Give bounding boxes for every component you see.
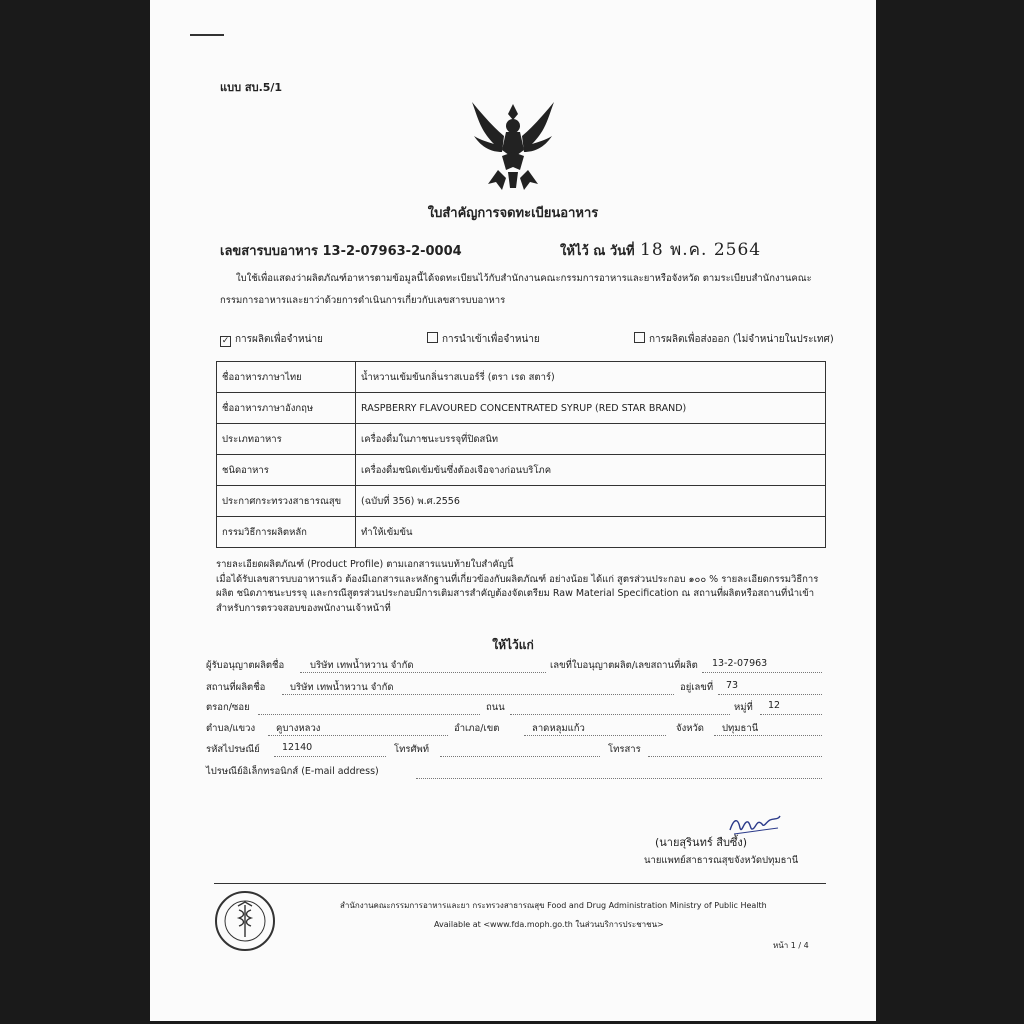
phone-label: โทรศัพท์ (394, 744, 430, 755)
zip-label: รหัสไปรษณีย์ (206, 744, 260, 755)
garuda-emblem-icon (468, 96, 558, 196)
dotted-line (714, 735, 822, 736)
row-value: RASPBERRY FLAVOURED CONCENTRATED SYRUP (RED STAR BRAND) (356, 393, 826, 424)
registration-value: 13-2-07963-2-0004 (322, 244, 462, 259)
food-info-table (216, 361, 826, 548)
amphoe-value: ลาดหลุมแก้ว (532, 723, 585, 734)
row-value: ทำให้เข้มข้น (356, 517, 826, 548)
checkbox-box (634, 332, 645, 343)
dotted-line (268, 735, 448, 736)
amphoe-label: อำเภอ/เขต (454, 723, 500, 734)
signer-name: (นายสุรินทร์ สืบซึ้ง) (655, 836, 748, 849)
row-label: ประกาศกระทรวงสาธารณสุข (217, 486, 356, 517)
form-code: แบบ สบ.5/1 (220, 81, 283, 94)
row-label: ชื่ออาหารภาษาไทย (217, 362, 356, 393)
product-profile-note (216, 558, 828, 616)
dotted-line (510, 714, 730, 715)
issued-date: 18 พ.ค. 2564 (640, 240, 762, 260)
road-label: ถนน (486, 702, 505, 713)
footer-divider (214, 883, 826, 884)
issued-label: ให้ไว้ ณ วันที่ (560, 244, 635, 259)
dotted-line (760, 714, 822, 715)
row-label: ประเภทอาหาร (217, 424, 356, 455)
tambon-value: คูบางหลวง (276, 723, 321, 734)
footer-website: Available at <www.fda.moph.go.th ในส่วนบริการประชาชน> (434, 920, 664, 929)
row-label: ชนิดอาหาร (217, 455, 356, 486)
dotted-line (440, 756, 600, 757)
table-row (217, 424, 826, 455)
dotted-line (258, 714, 480, 715)
dotted-line (300, 672, 546, 673)
checkbox-production-for-sale (220, 332, 323, 347)
registration-number (220, 240, 462, 261)
document-title: ใบสำคัญการจดทะเบียนอาหาร (427, 206, 599, 221)
province-label: จังหวัด (676, 723, 704, 734)
intro-paragraph: ใบใช้เพื่อแสดงว่าผลิตภัณฑ์อาหารตามข้อมูลนี้ได้จดทะเบียนไว้กับสำนักงานคณะกรรมการอาหารและยาหรือจังหวัด ตามระเบียบสำนักงานคณะกรรมการอาหารและยาว่าด้วยการดำเนินการเกี่ยวกับเลขสารบบอาหาร (220, 273, 812, 306)
tambon-label: ตำบล/แขวง (206, 723, 256, 734)
certificate-page (150, 0, 876, 1021)
row-label: กรรมวิธีการผลิตหลัก (217, 517, 356, 548)
email-label: ไปรษณีย์อิเล็กทรอนิกส์ (E-mail address) (206, 766, 379, 777)
fda-seal-icon (214, 890, 276, 952)
checkbox-import-for-sale (427, 332, 540, 347)
licensee-name: บริษัท เทพน้ำหวาน จำกัด (310, 660, 414, 671)
row-label: ชื่ออาหารภาษาอังกฤษ (217, 393, 356, 424)
dotted-line (416, 778, 822, 779)
house-number-label: อยู่เลขที่ (680, 682, 714, 693)
corner-mark (190, 34, 224, 36)
licensee-name-label: ผู้รับอนุญาตผลิตชื่อ (206, 660, 285, 671)
row-value: เครื่องดื่มชนิดเข้มข้นซึ่งต้องเจือจางก่อนบริโภค (356, 455, 826, 486)
license-number-label: เลขที่ใบอนุญาตผลิต/เลขสถานที่ผลิต (550, 660, 698, 671)
row-value: น้ำหวานเข้มข้นกลิ่นราสเบอร์รี่ (ตรา เรด สตาร์) (356, 362, 826, 393)
site-name-label: สถานที่ผลิตชื่อ (206, 682, 266, 693)
table-row (217, 486, 826, 517)
dotted-line (524, 735, 666, 736)
dotted-line (274, 756, 386, 757)
registration-label: เลขสารบบอาหาร (220, 244, 318, 259)
checkbox-production-for-export (634, 332, 834, 347)
fax-label: โทรสาร (608, 744, 641, 755)
page-number: หน้า 1 / 4 (773, 941, 809, 950)
license-number: 13-2-07963 (712, 658, 768, 669)
site-name: บริษัท เทพน้ำหวาน จำกัด (290, 682, 394, 693)
zip-value: 12140 (282, 742, 313, 753)
footer-agency: สำนักงานคณะกรรมการอาหารและยา กระทรวงสาธารณสุข Food and Drug Administration Ministry of Public Health (340, 901, 767, 910)
checkbox-label: การผลิตเพื่อจำหน่าย (235, 334, 323, 345)
checkbox-box (427, 332, 438, 343)
province-value: ปทุมธานี (722, 723, 759, 734)
row-value: เครื่องดื่มในภาชนะบรรจุที่ปิดสนิท (356, 424, 826, 455)
table-row (217, 393, 826, 424)
dotted-line (702, 672, 822, 673)
moo-value: 12 (768, 700, 781, 711)
checkbox-label: การผลิตเพื่อส่งออก (ไม่จำหน่ายในประเทศ) (649, 334, 834, 345)
checkbox-box: ✓ (221, 336, 230, 346)
checkbox-label: การนำเข้าเพื่อจำหน่าย (442, 334, 540, 345)
table-row (217, 517, 826, 548)
soi-label: ตรอก/ซอย (206, 702, 250, 713)
dotted-line (282, 694, 674, 695)
given-to-heading: ให้ไว้แก่ (492, 638, 534, 652)
profile-line: รายละเอียดผลิตภัณฑ์ (Product Profile) ตามเอกสารแนบท้ายใบสำคัญนี้ (216, 559, 514, 570)
row-value: (ฉบับที่ 356) พ.ศ.2556 (356, 486, 826, 517)
profile-requirements: เมื่อได้รับเลขสารบบอาหารแล้ว ต้องมีเอกสารและหลักฐานที่เกี่ยวข้องกับผลิตภัณฑ์ อย่างน้อย ได้แก่ สูตรส่วนประกอบ ๑๐๐ % รายละเอียดกรรมวิธีการผลิต ชนิดภาชนะบรรจุ และกรณีสูตรส่วนประกอบมีการเติมสารสำคัญต้องจัดเตรียม Raw Material Specification ณ สถานที่ผลิตหรือสถานที่นำเข้า สำหรับการตรวจสอบของพนักงานเจ้าหน้าที่ (216, 573, 819, 614)
moo-label: หมู่ที่ (734, 702, 753, 713)
table-row (217, 362, 826, 393)
table-row (217, 455, 826, 486)
signer-position: นายแพทย์สาธารณสุขจังหวัดปทุมธานี (644, 855, 799, 866)
dotted-line (648, 756, 822, 757)
dotted-line (718, 694, 822, 695)
house-number: 73 (726, 680, 739, 691)
